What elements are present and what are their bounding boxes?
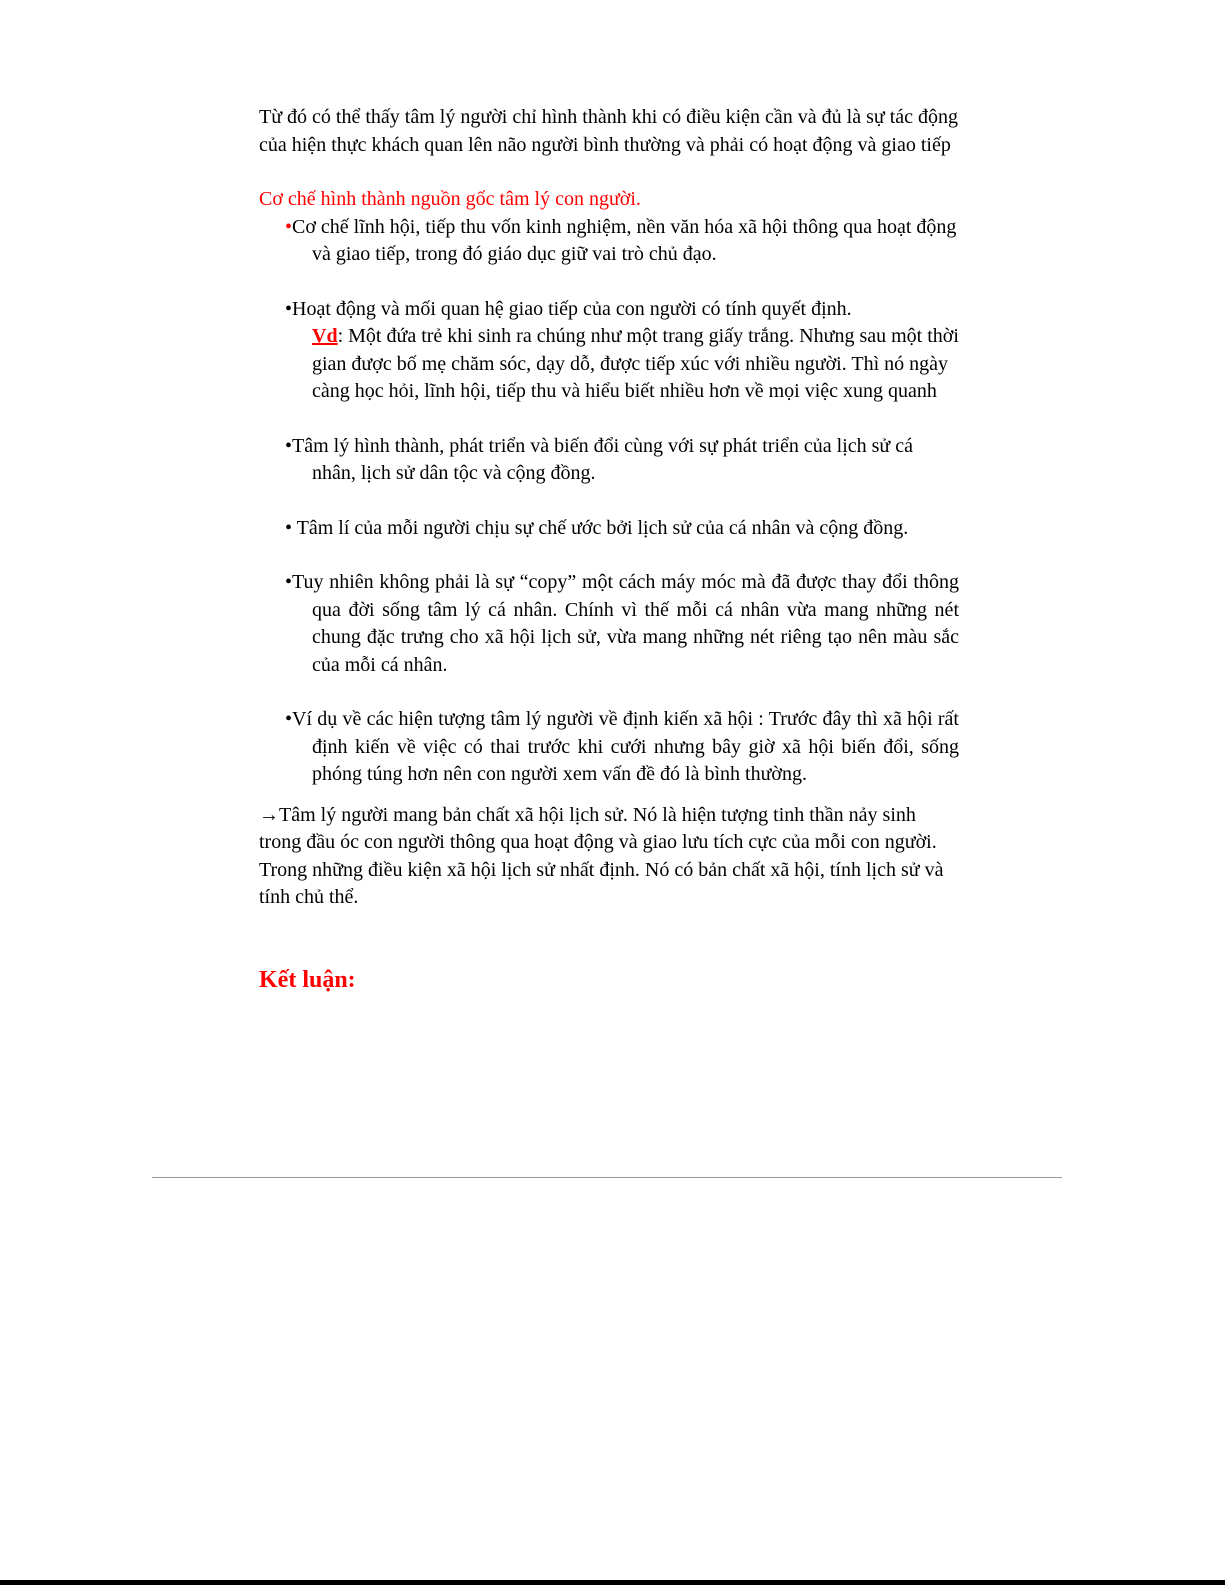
- conclusion-heading: Kết luận:: [259, 966, 356, 993]
- bullet-icon: •: [285, 708, 293, 730]
- bullet-icon: •: [285, 215, 293, 238]
- bullet-item-2: [259, 296, 959, 406]
- bullet-text: Tuy nhiên không phải là sự “copy” một cách máy móc mà đã được thay đổi thông qua đời sống tâm lý cá nhân. Chính vì thế mỗi cá nhân vừa mang những nét chung đặc trưng cho xã hội lịch sử, vừa mang những nét riêng tạo nên màu sắc của mỗi cá nhân.: [292, 571, 959, 676]
- bullet-text: Ví dụ về các hiện tượng tâm lý người về định kiến xã hội : Trước đây thì xã hội rất định kiến về việc có thai trước khi cưới nhưng bây giờ xã hội biến đổi, sống phóng túng hơn nên con người xem vấn đề đó là bình thường.: [292, 708, 959, 785]
- bullet-icon: •: [285, 516, 293, 539]
- bullet-text: Tâm lí của mỗi người chịu sự chế ước bởi lịch sử của cá nhân và cộng đồng.: [292, 516, 909, 539]
- example-text: : Một đứa trẻ khi sinh ra chúng như một trang giấy trắng. Nhưng sau một thời gian được bố mẹ chăm sóc, dạy dỗ, được tiếp xúc với nhiều người. Thì nó ngày càng học hỏi, lĩnh hội, tiếp thu và hiểu biết nhiều hơn về mọi việc xung quanh: [312, 325, 959, 402]
- page-divider: [152, 1177, 1062, 1178]
- document-body: [259, 104, 959, 994]
- page-bottom-border: [0, 1580, 1225, 1585]
- conclusion-paragraph: →Tâm lý người mang bản chất xã hội lịch sử. Nó là hiện tượng tinh thần nảy sinh trong đầu óc con người thông qua hoạt động và giao lưu tích cực của mỗi con người. Trong những điều kiện xã hội lịch sử nhất định. Nó có bản chất xã hội, tính lịch sử và tính chủ thể.: [259, 803, 944, 908]
- example-label: Vd: [312, 325, 338, 347]
- bullet-icon: •: [285, 297, 293, 320]
- bullet-text: Hoạt động và mối quan hệ giao tiếp của con người có tính quyết định.: [292, 297, 852, 320]
- bullet-text: Tâm lý hình thành, phát triển và biến đổi cùng với sự phát triển của lịch sử cá nhân, lịch sử dân tộc và cộng đồng.: [292, 434, 914, 484]
- bullet-item-4: [259, 515, 959, 543]
- example-paragraph: [259, 323, 959, 406]
- bullet-item-6: [259, 706, 959, 789]
- bullet-item-5: [259, 569, 959, 679]
- bullet-icon: •: [285, 571, 293, 593]
- section-heading: Cơ chế hình thành nguồn gốc tâm lý con người.: [259, 188, 641, 210]
- bullet-item-1: [259, 214, 959, 269]
- bullet-item-3: [259, 433, 959, 488]
- intro-paragraph: Từ đó có thể thấy tâm lý người chỉ hình thành khi có điều kiện cần và đủ là sự tác động của hiện thực khách quan lên não người bình thường và phải có hoạt động và giao tiếp: [259, 106, 959, 156]
- bullet-text: Cơ chế lĩnh hội, tiếp thu vốn kinh nghiệm, nền văn hóa xã hội thông qua hoạt động và giao tiếp, trong đó giáo dục giữ vai trò chủ đạo.: [292, 215, 957, 265]
- bullet-icon: •: [285, 434, 293, 457]
